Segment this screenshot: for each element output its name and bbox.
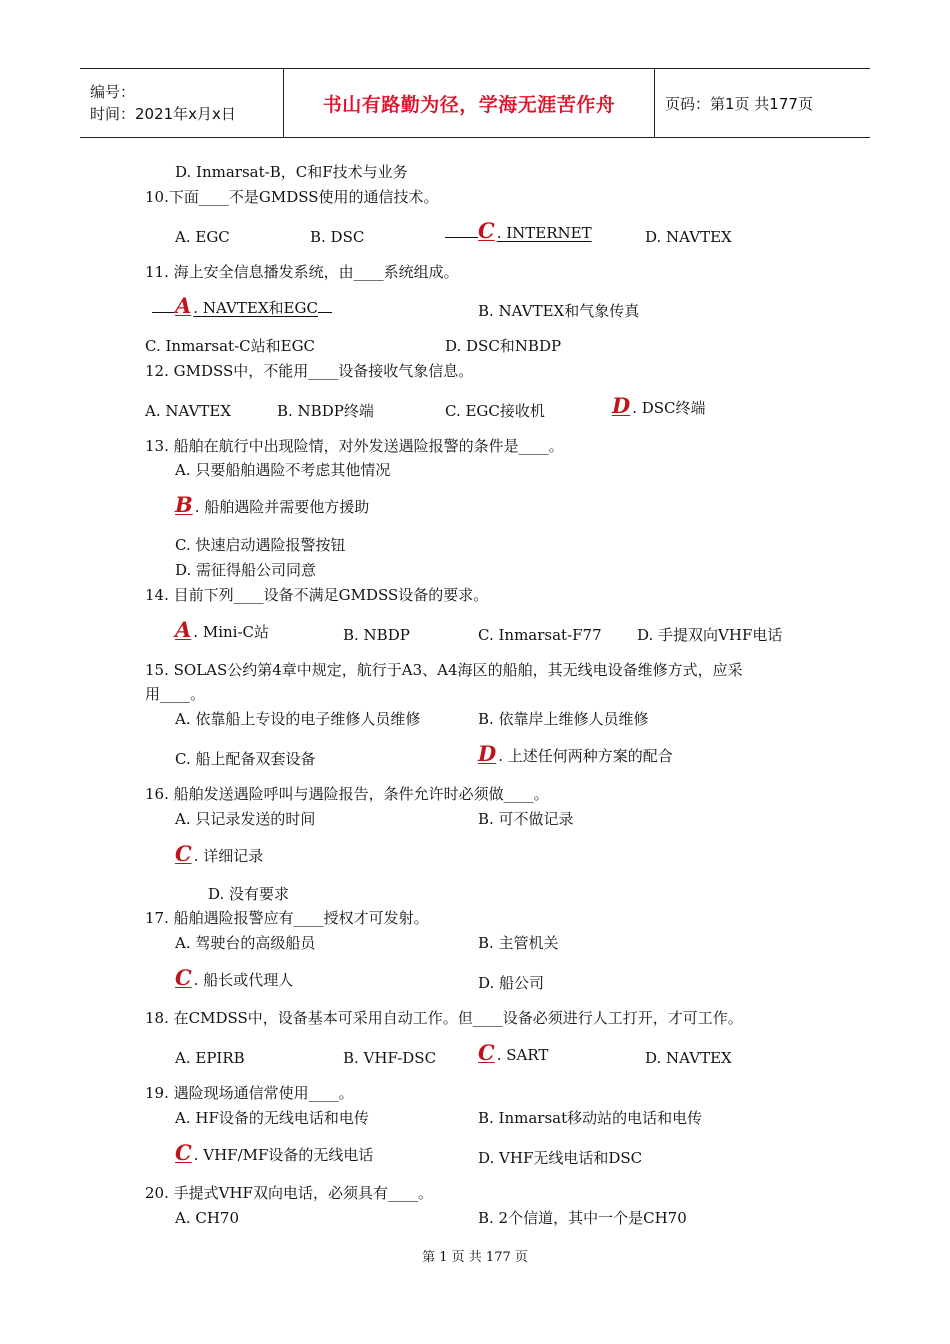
- question-13: 13. 船舶在航行中出现险情，对外发送遇险报警的条件是____。: [145, 437, 564, 455]
- option-16b: B. 可不做记录: [478, 810, 574, 828]
- option-text: . INTERNET: [496, 224, 592, 242]
- option-10c-correct: [445, 218, 592, 243]
- option-text: . SART: [496, 1046, 549, 1064]
- option-11d: D. DSC和NBDP: [445, 337, 562, 355]
- document-date: 时间：2021年x月x日: [90, 105, 236, 123]
- question-20: 20. 手提式VHF双向电话，必须具有____。: [145, 1184, 433, 1202]
- option-15c: C. 船上配备双套设备: [175, 750, 316, 768]
- question-18: 18. 在CMDSS中，设备基本可采用自动工作。但____设备必须进行人工打开，才可工作。: [145, 1009, 743, 1027]
- option-14c: C. Inmarsat-F77: [478, 626, 602, 644]
- answer-mark: B: [175, 492, 193, 517]
- option-17d: D. 船公司: [478, 974, 545, 992]
- option-text: . 船长或代理人: [193, 971, 294, 989]
- answer-mark: A: [175, 293, 192, 318]
- option-text: . 上述任何两种方案的配合: [498, 747, 673, 765]
- document-number-label: 编号：: [90, 83, 136, 101]
- question-16: 16. 船舶发送遇险呼叫与遇险报告，条件允许时必须做____。: [145, 785, 549, 803]
- option-18b: B. VHF-DSC: [343, 1049, 437, 1067]
- page-footer: 第 1 页 共 177 页: [422, 1250, 528, 1265]
- answer-mark: C: [478, 218, 495, 243]
- option-12b: B. NBDP终端: [277, 402, 374, 420]
- option-line: D. Inmarsat-B，C和F技术与业务: [175, 163, 408, 181]
- answer-mark: A: [175, 617, 192, 642]
- option-text: . VHF/MF设备的无线电话: [193, 1146, 374, 1164]
- option-15d-correct: [478, 741, 673, 766]
- option-10a: A. EGC: [175, 228, 230, 246]
- option-12c: C. EGC接收机: [445, 402, 545, 420]
- option-14d: D. 手提双向VHF电话: [637, 626, 783, 644]
- option-14a-correct: [175, 617, 269, 642]
- answer-mark: C: [175, 1140, 192, 1165]
- option-19a: A. HF设备的无线电话和电传: [175, 1109, 369, 1127]
- option-20b: B. 2个信道，其中一个是CH70: [478, 1209, 687, 1227]
- question-15: 15. SOLAS公约第4章中规定，航行于A3、A4海区的船舶，其无线电设备维修方式，应采: [145, 661, 743, 679]
- option-16d: D. 没有要求: [208, 885, 290, 903]
- option-19c-correct: [175, 1140, 374, 1165]
- option-10d: D. NAVTEX: [645, 228, 732, 246]
- option-15b: B. 依靠岸上维修人员维修: [478, 710, 649, 728]
- question-14: 14. 目前下列____设备不满足GMDSS设备的要求。: [145, 586, 489, 604]
- header-motto: 书山有路勤为径，学海无涯苦作舟: [283, 69, 655, 137]
- option-19b: B. Inmarsat移动站的电话和电传: [478, 1109, 703, 1127]
- answer-underline: [445, 223, 478, 238]
- header-page-info: 页码：第1页 共177页: [665, 94, 813, 113]
- option-text: . Mini-C站: [193, 623, 269, 641]
- option-text: . NAVTEX和EGC: [193, 299, 318, 317]
- option-text: . DSC终端: [632, 399, 706, 417]
- answer-mark: D: [612, 393, 631, 418]
- option-12a: A. NAVTEX: [145, 402, 232, 420]
- option-15a: A. 依靠船上专设的电子维修人员维修: [175, 710, 421, 728]
- option-17c-correct: [175, 965, 294, 990]
- option-18d: D. NAVTEX: [645, 1049, 732, 1067]
- option-11c: C. Inmarsat-C站和EGC: [145, 337, 316, 355]
- option-11a-correct: [152, 293, 332, 318]
- option-17a: A. 驾驶台的高级船员: [175, 934, 316, 952]
- option-20a: A. CH70: [175, 1209, 240, 1227]
- option-13a: A. 只要船舶遇险不考虑其他情况: [175, 461, 391, 479]
- option-10b: B. DSC: [310, 228, 365, 246]
- question-19: 19. 遇险现场通信常使用____。: [145, 1084, 354, 1102]
- option-16c-correct: [175, 841, 264, 866]
- option-text: . 详细记录: [193, 847, 264, 865]
- question-11: 11. 海上安全信息播发系统，由____系统组成。: [145, 263, 459, 281]
- answer-mark: C: [175, 965, 192, 990]
- option-13b-correct: [175, 492, 370, 517]
- option-text: . 船舶遇险并需要他方援助: [194, 498, 370, 516]
- page-header: [80, 68, 870, 138]
- option-16a: A. 只记录发送的时间: [175, 810, 316, 828]
- option-14b: B. NBDP: [343, 626, 410, 644]
- question-10: 10.下面____不是GMDSS使用的通信技术。: [145, 188, 439, 206]
- option-13c: C. 快速启动遇险报警按钮: [175, 536, 346, 554]
- answer-mark: C: [478, 1040, 495, 1065]
- option-17b: B. 主管机关: [478, 934, 559, 952]
- option-18c-correct: [478, 1040, 549, 1065]
- answer-mark: D: [478, 741, 497, 766]
- option-11b: B. NAVTEX和气象传真: [478, 302, 640, 320]
- answer-mark: C: [175, 841, 192, 866]
- option-19d: D. VHF无线电话和DSC: [478, 1149, 643, 1167]
- option-13d: D. 需征得船公司同意: [175, 561, 317, 579]
- option-12d-correct: [612, 393, 706, 418]
- question-12: 12. GMDSS中，不能用____设备接收气象信息。: [145, 362, 474, 380]
- header-meta: [80, 69, 283, 137]
- answer-underline: [152, 298, 175, 313]
- question-17: 17. 船舶遇险报警应有____授权才可发射。: [145, 909, 429, 927]
- answer-underline: [318, 298, 332, 313]
- option-18a: A. EPIRB: [175, 1049, 245, 1067]
- question-15-cont: 用____。: [145, 685, 206, 703]
